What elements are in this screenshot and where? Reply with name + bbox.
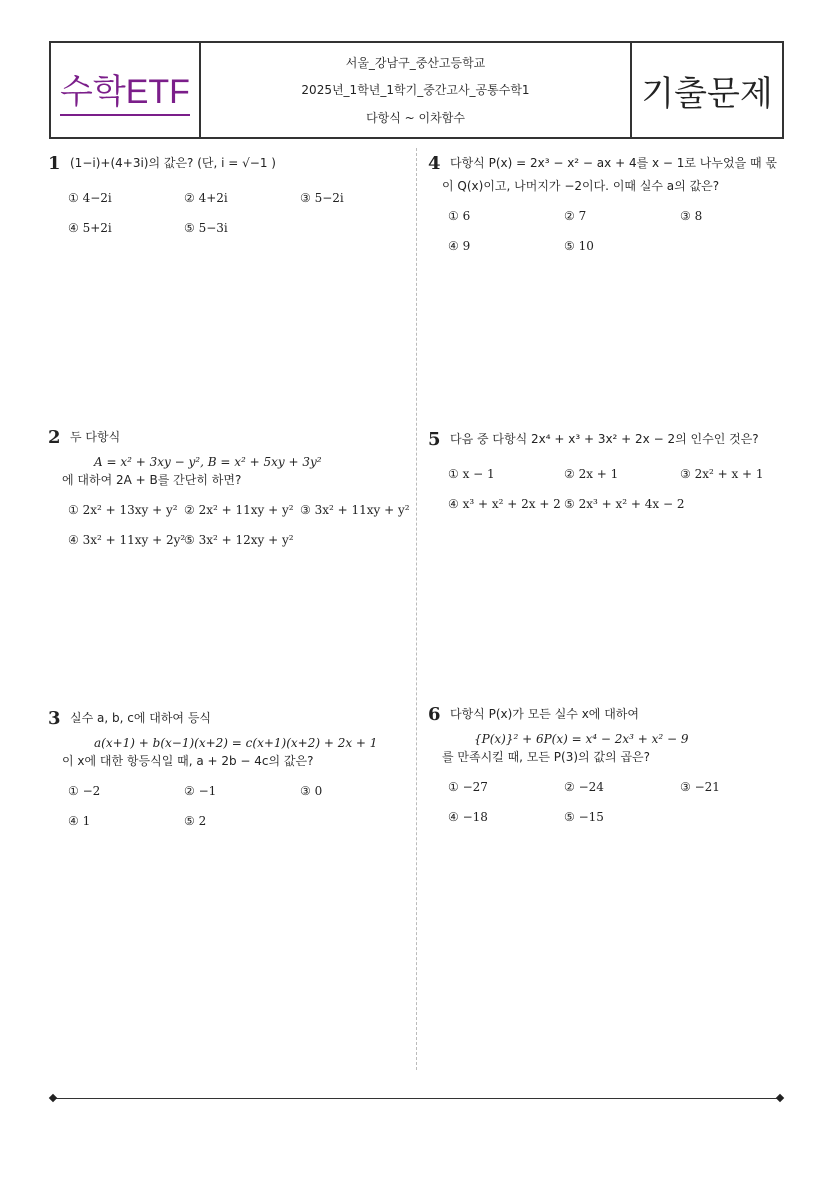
exam-info (201, 43, 632, 137)
choice-2[interactable]: ② 4+2i (184, 191, 228, 205)
header-label: 기출문제 (641, 73, 773, 114)
question-prompt: 다항식 P(x) = 2x³ − x² − ax + 4를 x − 1로 나누었을 때 몫 (450, 156, 777, 170)
choice-5[interactable]: ⑤ 5−3i (184, 221, 228, 235)
question-number: 2 (48, 427, 61, 448)
choice-1[interactable]: ① 4−2i (68, 191, 112, 205)
question-equation: A = x² + 3xy − y², B = x² + 5xy + 3y² (94, 455, 322, 469)
question-prompt-cont: 이 Q(x)이고, 나머지가 −2이다. 이때 실수 a의 값은? (442, 179, 720, 193)
choices (428, 778, 788, 826)
choice-3[interactable]: ③ 5−2i (300, 191, 344, 205)
choice-2[interactable]: ② 2x + 1 (564, 467, 619, 481)
question-prompt-cont: 이 x에 대한 항등식일 때, a + 2b − 4c의 값은? (62, 754, 314, 768)
exam-title: 2025년_1학년_1학기_중간고사_공통수학1 (301, 83, 530, 98)
choice-3[interactable]: ③ 0 (300, 784, 323, 798)
choice-4[interactable]: ④ 3x² + 11xy + 2y² (68, 533, 186, 547)
exam-header (49, 41, 784, 139)
choice-4[interactable]: ④ x³ + x² + 2x + 2 (448, 497, 561, 511)
question-number: 6 (428, 704, 441, 725)
question-number: 4 (428, 153, 441, 174)
choice-5[interactable]: ⑤ −15 (564, 810, 604, 824)
choice-3[interactable]: ③ 8 (680, 209, 703, 223)
question-number: 5 (428, 429, 441, 450)
choice-4[interactable]: ④ 9 (448, 239, 471, 253)
brand-logo (51, 43, 201, 137)
choice-1[interactable]: ① −2 (68, 784, 101, 798)
choice-1[interactable]: ① −27 (448, 780, 488, 794)
question-4 (428, 150, 788, 255)
footer-diamond-left-icon (49, 1094, 57, 1102)
question-2 (48, 424, 408, 549)
choice-3[interactable]: ③ 3x² + 11xy + y² (300, 503, 410, 517)
choices (48, 501, 408, 549)
question-number: 3 (48, 708, 61, 729)
choice-1[interactable]: ① 2x² + 13xy + y² (68, 503, 178, 517)
choice-2[interactable]: ② −1 (184, 784, 217, 798)
question-equation: {P(x)}² + 6P(x) = x⁴ − 2x³ + x² − 9 (474, 732, 689, 746)
choice-4[interactable]: ④ 5+2i (68, 221, 112, 235)
choice-5[interactable]: ⑤ 10 (564, 239, 594, 253)
exam-range: 다항식 ~ 이차함수 (366, 110, 465, 125)
footer-diamond-right-icon (776, 1094, 784, 1102)
choice-2[interactable]: ② 2x² + 11xy + y² (184, 503, 294, 517)
choices (428, 207, 788, 255)
choice-1[interactable]: ① x − 1 (448, 467, 495, 481)
choice-3[interactable]: ③ −21 (680, 780, 720, 794)
choice-1[interactable]: ① 6 (448, 209, 471, 223)
choice-5[interactable]: ⑤ 3x² + 12xy + y² (184, 533, 294, 547)
footer-rule (52, 1098, 780, 1099)
question-1 (48, 150, 408, 237)
question-6 (428, 701, 788, 826)
choice-3[interactable]: ③ 2x² + x + 1 (680, 467, 764, 481)
question-5 (428, 426, 788, 513)
question-prompt: 다음 중 다항식 2x⁴ + x³ + 3x² + 2x − 2의 인수인 것은? (450, 432, 759, 446)
brand-text: 수학ETF (60, 64, 190, 116)
question-prompt-cont: 를 만족시킬 때, 모든 P(3)의 값의 곱은? (442, 750, 651, 764)
choice-5[interactable]: ⑤ 2x³ + x² + 4x − 2 (564, 497, 685, 511)
choices (428, 465, 788, 513)
choice-2[interactable]: ② 7 (564, 209, 587, 223)
school-name: 서울_강남구_중산고등학교 (345, 56, 486, 71)
choices (48, 189, 408, 237)
choice-5[interactable]: ⑤ 2 (184, 814, 207, 828)
question-3 (48, 705, 408, 830)
question-equation: a(x+1) + b(x−1)(x+2) = c(x+1)(x+2) + 2x + 1 (94, 736, 378, 750)
choice-4[interactable]: ④ −18 (448, 810, 488, 824)
question-prompt: 다항식 P(x)가 모든 실수 x에 대하여 (450, 707, 639, 721)
question-prompt: 실수 a, b, c에 대하여 등식 (70, 711, 212, 725)
question-prompt-cont: 에 대하여 2A + B를 간단히 하면? (62, 473, 242, 487)
question-number: 1 (48, 153, 61, 174)
choice-4[interactable]: ④ 1 (68, 814, 91, 828)
choice-2[interactable]: ② −24 (564, 780, 604, 794)
question-prompt: 두 다항식 (70, 430, 121, 444)
choices (48, 782, 408, 830)
question-prompt: (1−i)+(4+3i)의 값은? (단, i = √−1 ) (70, 156, 276, 170)
column-divider (416, 148, 417, 1070)
